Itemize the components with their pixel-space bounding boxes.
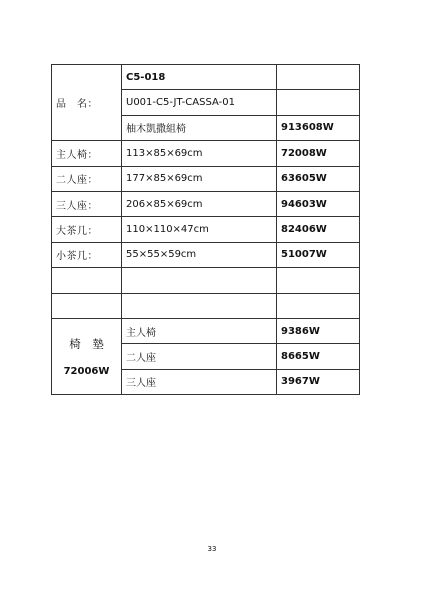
table-row xyxy=(52,318,360,343)
page-number: 33 xyxy=(207,545,217,553)
cushion-item-name: 二人座 xyxy=(122,344,277,369)
item-size: 110×110×47cm xyxy=(122,217,277,242)
cushion-item-name: 三人座 xyxy=(122,369,277,394)
item-name: 二人座： xyxy=(52,166,122,191)
product-name-label: 品 名： xyxy=(52,65,122,141)
table-row-empty xyxy=(52,268,360,293)
table-row xyxy=(52,166,360,191)
item-size: 206×85×69cm xyxy=(122,191,277,216)
empty-cell xyxy=(277,293,360,318)
item-size: 113×85×69cm xyxy=(122,141,277,166)
empty-cell xyxy=(277,65,360,90)
item-size: 177×85×69cm xyxy=(122,166,277,191)
item-price: 63605W xyxy=(277,166,360,191)
cushion-price: 72006W xyxy=(63,365,110,377)
product-set-price: 913608W xyxy=(277,115,360,140)
item-price: 72008W xyxy=(277,141,360,166)
item-price: 82406W xyxy=(277,217,360,242)
table-row xyxy=(52,217,360,242)
product-spec-table xyxy=(51,64,360,395)
item-price: 94603W xyxy=(277,191,360,216)
empty-cell xyxy=(52,293,122,318)
item-name: 小茶几： xyxy=(52,242,122,267)
table-row xyxy=(52,141,360,166)
item-name: 三人座： xyxy=(52,191,122,216)
table-row xyxy=(52,191,360,216)
cushion-item-price: 9386W xyxy=(277,318,360,343)
empty-cell xyxy=(52,268,122,293)
item-name: 主人椅： xyxy=(52,141,122,166)
product-model: U001-C5-JT-CASSA-01 xyxy=(122,90,277,115)
item-name: 大茶几： xyxy=(52,217,122,242)
cushion-item-name: 主人椅 xyxy=(122,318,277,343)
table-row-empty xyxy=(52,293,360,318)
empty-cell xyxy=(122,268,277,293)
empty-cell xyxy=(277,268,360,293)
item-size: 55×55×59cm xyxy=(122,242,277,267)
table-row xyxy=(52,65,360,90)
item-price: 51007W xyxy=(277,242,360,267)
empty-cell xyxy=(277,90,360,115)
empty-cell xyxy=(122,293,277,318)
table-row xyxy=(52,242,360,267)
cushion-label: 椅 墊 xyxy=(69,336,104,351)
product-code: C5-018 xyxy=(122,65,277,90)
cushion-item-price: 8665W xyxy=(277,344,360,369)
product-set-name: 柚木凱撒組椅 xyxy=(122,115,277,140)
cushion-item-price: 3967W xyxy=(277,369,360,394)
cushion-cell xyxy=(52,318,122,394)
